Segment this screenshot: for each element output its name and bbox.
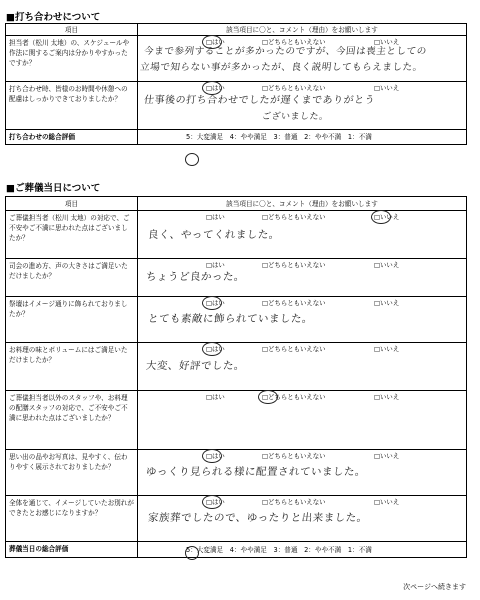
selection-circle (202, 296, 222, 310)
overall-rating-scale (138, 130, 467, 145)
col-instruction-header: 該当項目に〇と、コメント（理由）をお願いします (138, 24, 467, 36)
option-neutral[interactable]: □どちらともいえない (262, 393, 326, 401)
option-neutral[interactable]: □どちらともいえない (262, 213, 326, 221)
option-no[interactable]: □いいえ (374, 299, 400, 307)
selection-circle (202, 342, 222, 356)
funeral-day-table (5, 196, 467, 558)
option-yes[interactable]: □はい (206, 452, 225, 460)
question-text: 担当者（松川 太地）の、スケジュールや作法に関するご案内は分かりやすかったですか？ (6, 36, 138, 82)
option-no[interactable]: □いいえ (374, 452, 400, 460)
handwritten-comment: ございました。 (261, 112, 330, 122)
answer-cell (138, 343, 467, 391)
answer-cell (138, 36, 467, 82)
selection-circle (202, 449, 222, 463)
section1-title: ■打ち合わせについて (6, 12, 101, 23)
option-yes[interactable]: □はい (206, 299, 225, 307)
col-instruction-header: 該当項目に〇と、コメント（理由）をお願いします (138, 197, 467, 211)
question-text: ご葬儀担当者（松川 太地）の対応で、ご不安やご不満に思われた点はございましたか？ (6, 211, 138, 259)
answer-cell (138, 211, 467, 259)
question-text: 司会の進め方、声の大きさはご満足いただけましたか？ (6, 259, 138, 297)
option-no[interactable]: □いいえ (374, 84, 400, 92)
option-neutral[interactable]: □どちらともいえない (262, 345, 326, 353)
handwritten-comment: 今まで参列することが多かったのですが、今回は喪主としての (143, 46, 428, 57)
option-neutral[interactable]: □どちらともいえない (262, 299, 326, 307)
option-yes[interactable]: □はい (206, 261, 225, 269)
question-text: ご葬儀担当者以外のスタッフや、お料理の配膳スタッフの対応で、ご不安やご不満に思われた点はございましたか？ (6, 391, 138, 450)
meeting-table (5, 23, 467, 145)
option-no[interactable]: □いいえ (374, 498, 400, 506)
selection-circle (371, 210, 391, 224)
col-item-header: 項目 (6, 24, 138, 36)
option-neutral[interactable]: □どちらともいえない (262, 84, 326, 92)
option-yes[interactable]: □はい (206, 498, 225, 506)
option-yes[interactable]: □はい (206, 38, 225, 46)
continued-note: 次ページへ続きます (403, 583, 466, 591)
question-text: 打ち合わせ時、皆様のお時間や休憩への配慮はしっかりできておりましたか？ (6, 82, 138, 130)
rating-circle (185, 546, 199, 560)
rating-circle (185, 153, 199, 166)
overall-rating-label: 打ち合わせの総合評価 (6, 130, 138, 145)
answer-cell (138, 496, 467, 542)
rating-scale-text[interactable]: 5：大変満足 4：やや満足 3：普通 2：やや不満 1：不満 (186, 133, 372, 141)
option-yes[interactable]: □はい (206, 84, 225, 92)
answer-cell (138, 259, 467, 297)
option-neutral[interactable]: □どちらともいえない (262, 452, 326, 460)
option-neutral[interactable]: □どちらともいえない (262, 261, 326, 269)
option-no[interactable]: □いいえ (374, 393, 400, 401)
question-text: 思い出の品やお写真は、見やすく、伝わりやすく展示されておりましたか？ (6, 450, 138, 496)
question-text: 祭壇はイメージ通りに飾られておりましたか？ (6, 297, 138, 343)
question-text: お料理の味とボリュームにはご満足いただけましたか？ (6, 343, 138, 391)
option-no[interactable]: □いいえ (374, 345, 400, 353)
answer-cell (138, 391, 467, 450)
selection-circle (202, 81, 222, 95)
handwritten-comment: ちょうど良かった。 (145, 271, 246, 283)
handwritten-comment: 立場で知らない事が多かったが、良く説明してもらえました。 (139, 62, 424, 73)
handwritten-comment: ゆっくり見られる様に配置されていました。 (145, 466, 367, 478)
answer-cell (138, 82, 467, 130)
option-yes[interactable]: □はい (206, 393, 225, 401)
selection-circle (202, 495, 222, 509)
option-no[interactable]: □いいえ (374, 38, 400, 46)
answer-cell (138, 450, 467, 496)
handwritten-comment: 良く、やってくれました。 (147, 229, 281, 241)
option-neutral[interactable]: □どちらともいえない (262, 498, 326, 506)
rating-scale-text[interactable]: 5：大変満足 4：やや満足 3：普通 2：やや不満 1：不満 (186, 545, 372, 554)
overall-rating-label: 葬儀当日の総合評価 (6, 542, 138, 558)
selection-circle (258, 390, 278, 404)
section2-title: ■ご葬儀当日について (6, 183, 101, 194)
option-neutral[interactable]: □どちらともいえない (262, 38, 326, 46)
option-yes[interactable]: □はい (206, 213, 225, 221)
handwritten-comment: とても素敵に飾られていました。 (147, 313, 314, 325)
question-text: 全体を通じて、イメージしていたお別れができたとお感じになりますか？ (6, 496, 138, 542)
handwritten-comment: 仕事後の打ち合わせでしたが遅くまでありがとう (143, 95, 376, 106)
answer-cell (138, 297, 467, 343)
option-no[interactable]: □いいえ (374, 213, 400, 221)
handwritten-comment: 大変、好評でした。 (145, 360, 246, 372)
option-yes[interactable]: □はい (206, 345, 225, 353)
col-item-header: 項目 (6, 197, 138, 211)
option-no[interactable]: □いいえ (374, 261, 400, 269)
handwritten-comment: 家族葬でしたので、ゆったりと出来ました。 (147, 512, 369, 524)
